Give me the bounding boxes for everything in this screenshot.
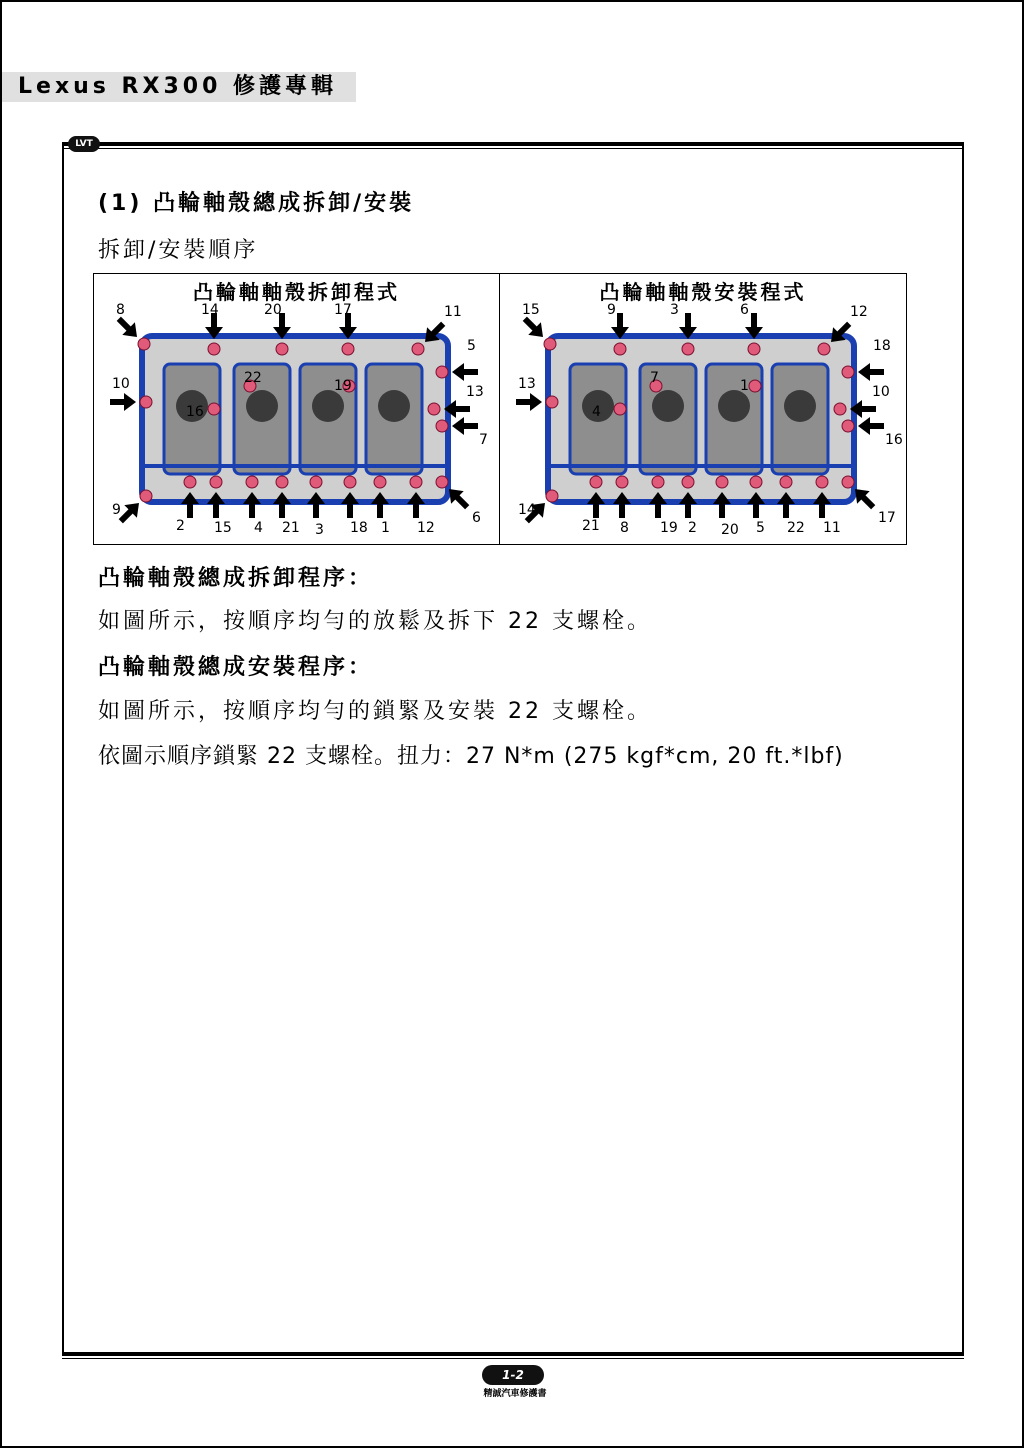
bolt <box>834 403 846 415</box>
bolt <box>140 490 152 502</box>
bolt <box>140 396 152 408</box>
page-number: 1-2 <box>482 1365 544 1385</box>
bolt-number: 12 <box>850 304 868 320</box>
bolt-number: 18 <box>873 338 891 354</box>
bolt <box>428 403 440 415</box>
bolt <box>544 338 556 350</box>
bolt <box>184 476 196 488</box>
install-diagram <box>500 274 906 544</box>
bolt <box>682 476 694 488</box>
bolt <box>842 476 854 488</box>
bolt <box>138 338 150 350</box>
bolt-number: 11 <box>444 304 462 320</box>
cam-bore <box>312 390 344 422</box>
arrow-head <box>858 363 870 381</box>
bolt-number: 16 <box>885 432 903 448</box>
bolt <box>342 343 354 355</box>
bolt-number: 7 <box>650 370 659 386</box>
torque-note: 依圖示順序鎖緊 22 支螺栓。扭力：27 N*m (275 kgf*cm, 20 ft.*lbf) <box>98 744 844 769</box>
bolt-number: 9 <box>607 302 616 318</box>
bolt-number: 5 <box>467 338 476 354</box>
bolt-number: 3 <box>315 522 324 538</box>
bolt-number: 5 <box>756 520 765 536</box>
bolt-number: 8 <box>116 302 125 318</box>
bolt-number: 17 <box>334 302 352 318</box>
running-header: Lexus RX300 修護專輯 <box>2 72 356 102</box>
bolt-number: 10 <box>112 376 130 392</box>
bolt-number: 4 <box>254 520 263 536</box>
bolt-number: 22 <box>244 370 262 386</box>
bolt <box>436 366 448 378</box>
bolt-number: 16 <box>186 404 204 420</box>
bolt <box>614 403 626 415</box>
cam-bore <box>246 390 278 422</box>
bolt <box>436 420 448 432</box>
bolt-number: 17 <box>878 510 896 526</box>
bolt-number: 4 <box>592 404 601 420</box>
bolt <box>546 396 558 408</box>
bolt-number: 13 <box>466 384 484 400</box>
bolt <box>276 343 288 355</box>
bolt <box>208 343 220 355</box>
bolt-number: 19 <box>660 520 678 536</box>
bolt <box>210 476 222 488</box>
bolt <box>344 476 356 488</box>
bolt-number: 3 <box>670 302 679 318</box>
arrow-head <box>452 417 464 435</box>
bolt-number: 7 <box>479 432 488 448</box>
cam-bore <box>784 390 816 422</box>
bolt <box>616 476 628 488</box>
removal-procedure-title: 凸輪軸殼總成拆卸程序： <box>98 566 374 591</box>
publisher-logo: 精誠汽車修護書 <box>483 1389 547 1399</box>
bolt <box>412 343 424 355</box>
bolt-number: 2 <box>688 520 697 536</box>
bolt <box>748 343 760 355</box>
bolt <box>750 476 762 488</box>
install-procedure-title: 凸輪軸殼總成安裝程序： <box>98 655 374 680</box>
bolt-number: 6 <box>740 302 749 318</box>
bolt <box>590 476 602 488</box>
arrow-head <box>452 363 464 381</box>
bolt-number: 20 <box>264 302 282 318</box>
figure-caption-removal: 凸輪軸軸殼拆卸程式 <box>193 280 400 304</box>
figures-row <box>93 273 907 545</box>
bolt-number: 15 <box>214 520 232 536</box>
arrow-head <box>124 393 136 411</box>
section-subheading: 拆卸/安裝順序 <box>98 238 259 263</box>
bolt <box>716 476 728 488</box>
bolt <box>652 476 664 488</box>
figure-install <box>500 274 906 544</box>
bolt-number: 21 <box>282 520 300 536</box>
removal-diagram <box>94 274 500 544</box>
bolt-number: 12 <box>417 520 435 536</box>
bolt <box>410 476 422 488</box>
removal-procedure-text: 如圖所示，按順序均勻的放鬆及拆下 22 支螺栓。 <box>98 609 652 634</box>
bolt <box>546 490 558 502</box>
bolt-number: 1 <box>381 520 390 536</box>
bolt <box>276 476 288 488</box>
bolt-number: 8 <box>620 520 629 536</box>
bolt-number: 18 <box>350 520 368 536</box>
bolt-number: 11 <box>823 520 841 536</box>
install-procedure-text: 如圖所示，按順序均勻的鎖緊及安裝 22 支螺栓。 <box>98 699 652 724</box>
section-heading: (1) 凸輪軸殼總成拆卸/安裝 <box>98 191 415 216</box>
bolt <box>842 366 854 378</box>
bolt-number: 6 <box>472 510 481 526</box>
bolt <box>842 420 854 432</box>
bolt <box>208 403 220 415</box>
cam-bore <box>718 390 750 422</box>
bolt <box>682 343 694 355</box>
bolt <box>310 476 322 488</box>
bolt-number: 14 <box>518 502 536 518</box>
bolt-number: 21 <box>582 518 600 534</box>
bolt-number: 2 <box>176 518 185 534</box>
bolt <box>780 476 792 488</box>
bolt <box>749 380 761 392</box>
bolt-number: 19 <box>334 378 352 394</box>
bolt <box>436 476 448 488</box>
cam-bore <box>378 390 410 422</box>
bolt-number: 15 <box>522 302 540 318</box>
bolt-number: 1 <box>740 378 749 394</box>
bolt-number: 20 <box>721 522 739 538</box>
figure-removal <box>94 274 500 544</box>
bolt-number: 14 <box>201 302 219 318</box>
bolt-number: 22 <box>787 520 805 536</box>
bolt-number: 10 <box>872 384 890 400</box>
bolt-number: 13 <box>518 376 536 392</box>
bottom-rule <box>62 1352 964 1356</box>
figure-caption-install: 凸輪軸軸殼安裝程式 <box>599 280 807 304</box>
arrow-head <box>530 393 542 411</box>
bottom-rule-thin <box>62 1358 964 1359</box>
cam-bore <box>652 390 684 422</box>
bolt <box>816 476 828 488</box>
bolt <box>818 343 830 355</box>
bolt <box>246 476 258 488</box>
lvt-logo: LVT <box>68 136 100 152</box>
arrow-head <box>858 417 870 435</box>
bolt <box>374 476 386 488</box>
bolt-number: 9 <box>112 502 121 518</box>
bolt <box>614 343 626 355</box>
